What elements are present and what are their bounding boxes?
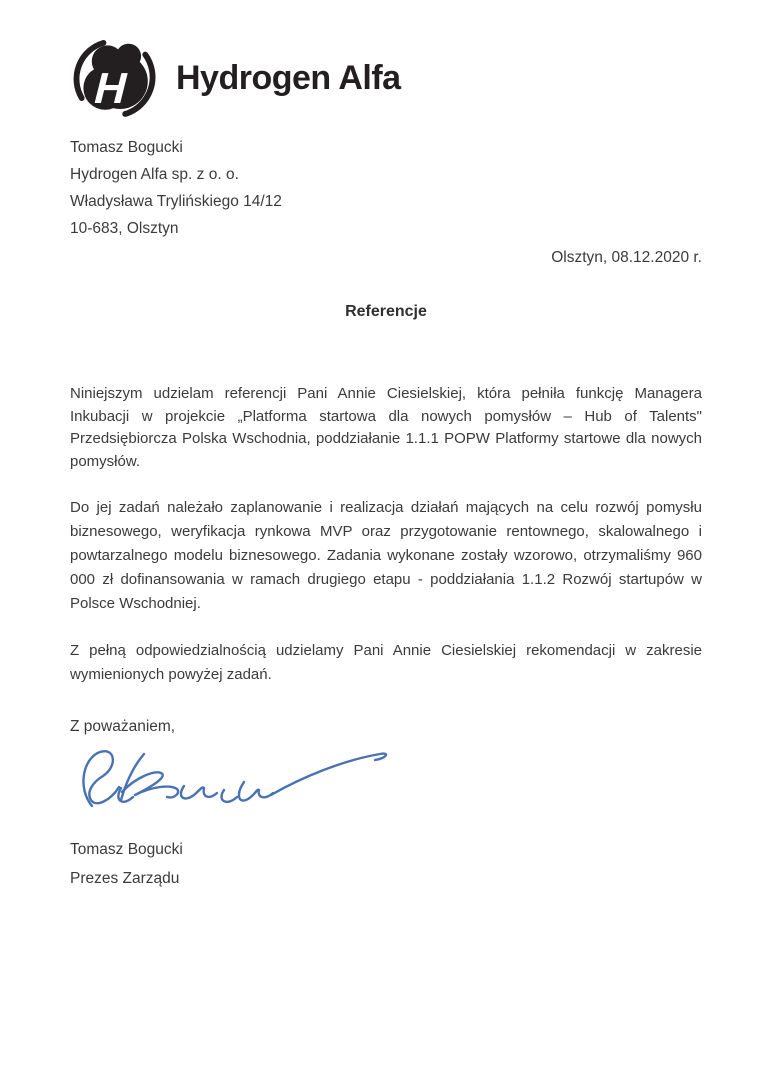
hydrogen-alfa-logo-icon <box>70 36 162 120</box>
letter-title: Referencje <box>345 303 427 320</box>
signer-name: Tomasz Bogucki <box>70 841 183 858</box>
company-logo <box>70 36 702 120</box>
handwritten-signature-image <box>74 742 409 824</box>
sender-street: Władysława Trylińskiego 14/12 <box>70 193 282 210</box>
brand-name: Hydrogen Alfa <box>176 58 401 97</box>
paragraph-tasks: Do jej zadań należało zaplanowanie i realizacja działań mających na celu rozwój pomysłu biznesowego, weryfikacja rynkowa MVP oraz przygotowanie rentownego, skalowalnego i powtarzalnego modelu biznesowego. Zadania wykonane zostały wzorowo, otrzymaliśmy 960 000 zł dofinansowania w ramach drugiego etapu - poddziałania 1.1.2 Rozwój startupów w Polsce Wschodniej. <box>70 499 702 612</box>
closing-salutation: Z poważaniem, <box>70 718 176 735</box>
signer-role: Prezes Zarządu <box>70 870 180 887</box>
sender-address-block <box>70 134 702 242</box>
date-line: Olsztyn, 08.12.2020 r. <box>551 249 702 266</box>
sender-name: Tomasz Bogucki <box>70 139 183 156</box>
sender-company: Hydrogen Alfa sp. z o. o. <box>70 166 239 183</box>
svg-text:H: H <box>89 64 133 113</box>
letter-content <box>70 0 702 888</box>
sender-city: 10-683, Olsztyn <box>70 220 179 237</box>
paragraph-introduction: Niniejszym udzielam referencji Pani Annie Ciesielskiej, która pełniła funkcję Managera Inkubacji w projekcie „Platforma startowa dla nowych pomysłów – Hub of Talents" Przedsiębiorcza Polska Wschodnia, poddziałanie 1.1.1 POPW Platformy startowe dla nowych pomysłów. <box>70 385 702 470</box>
paragraph-recommendation: Z pełną odpowiedzialnością udzielamy Pani Annie Ciesielskiej rekomendacji w zakresie wymienionych powyżej zadań. <box>70 642 702 683</box>
